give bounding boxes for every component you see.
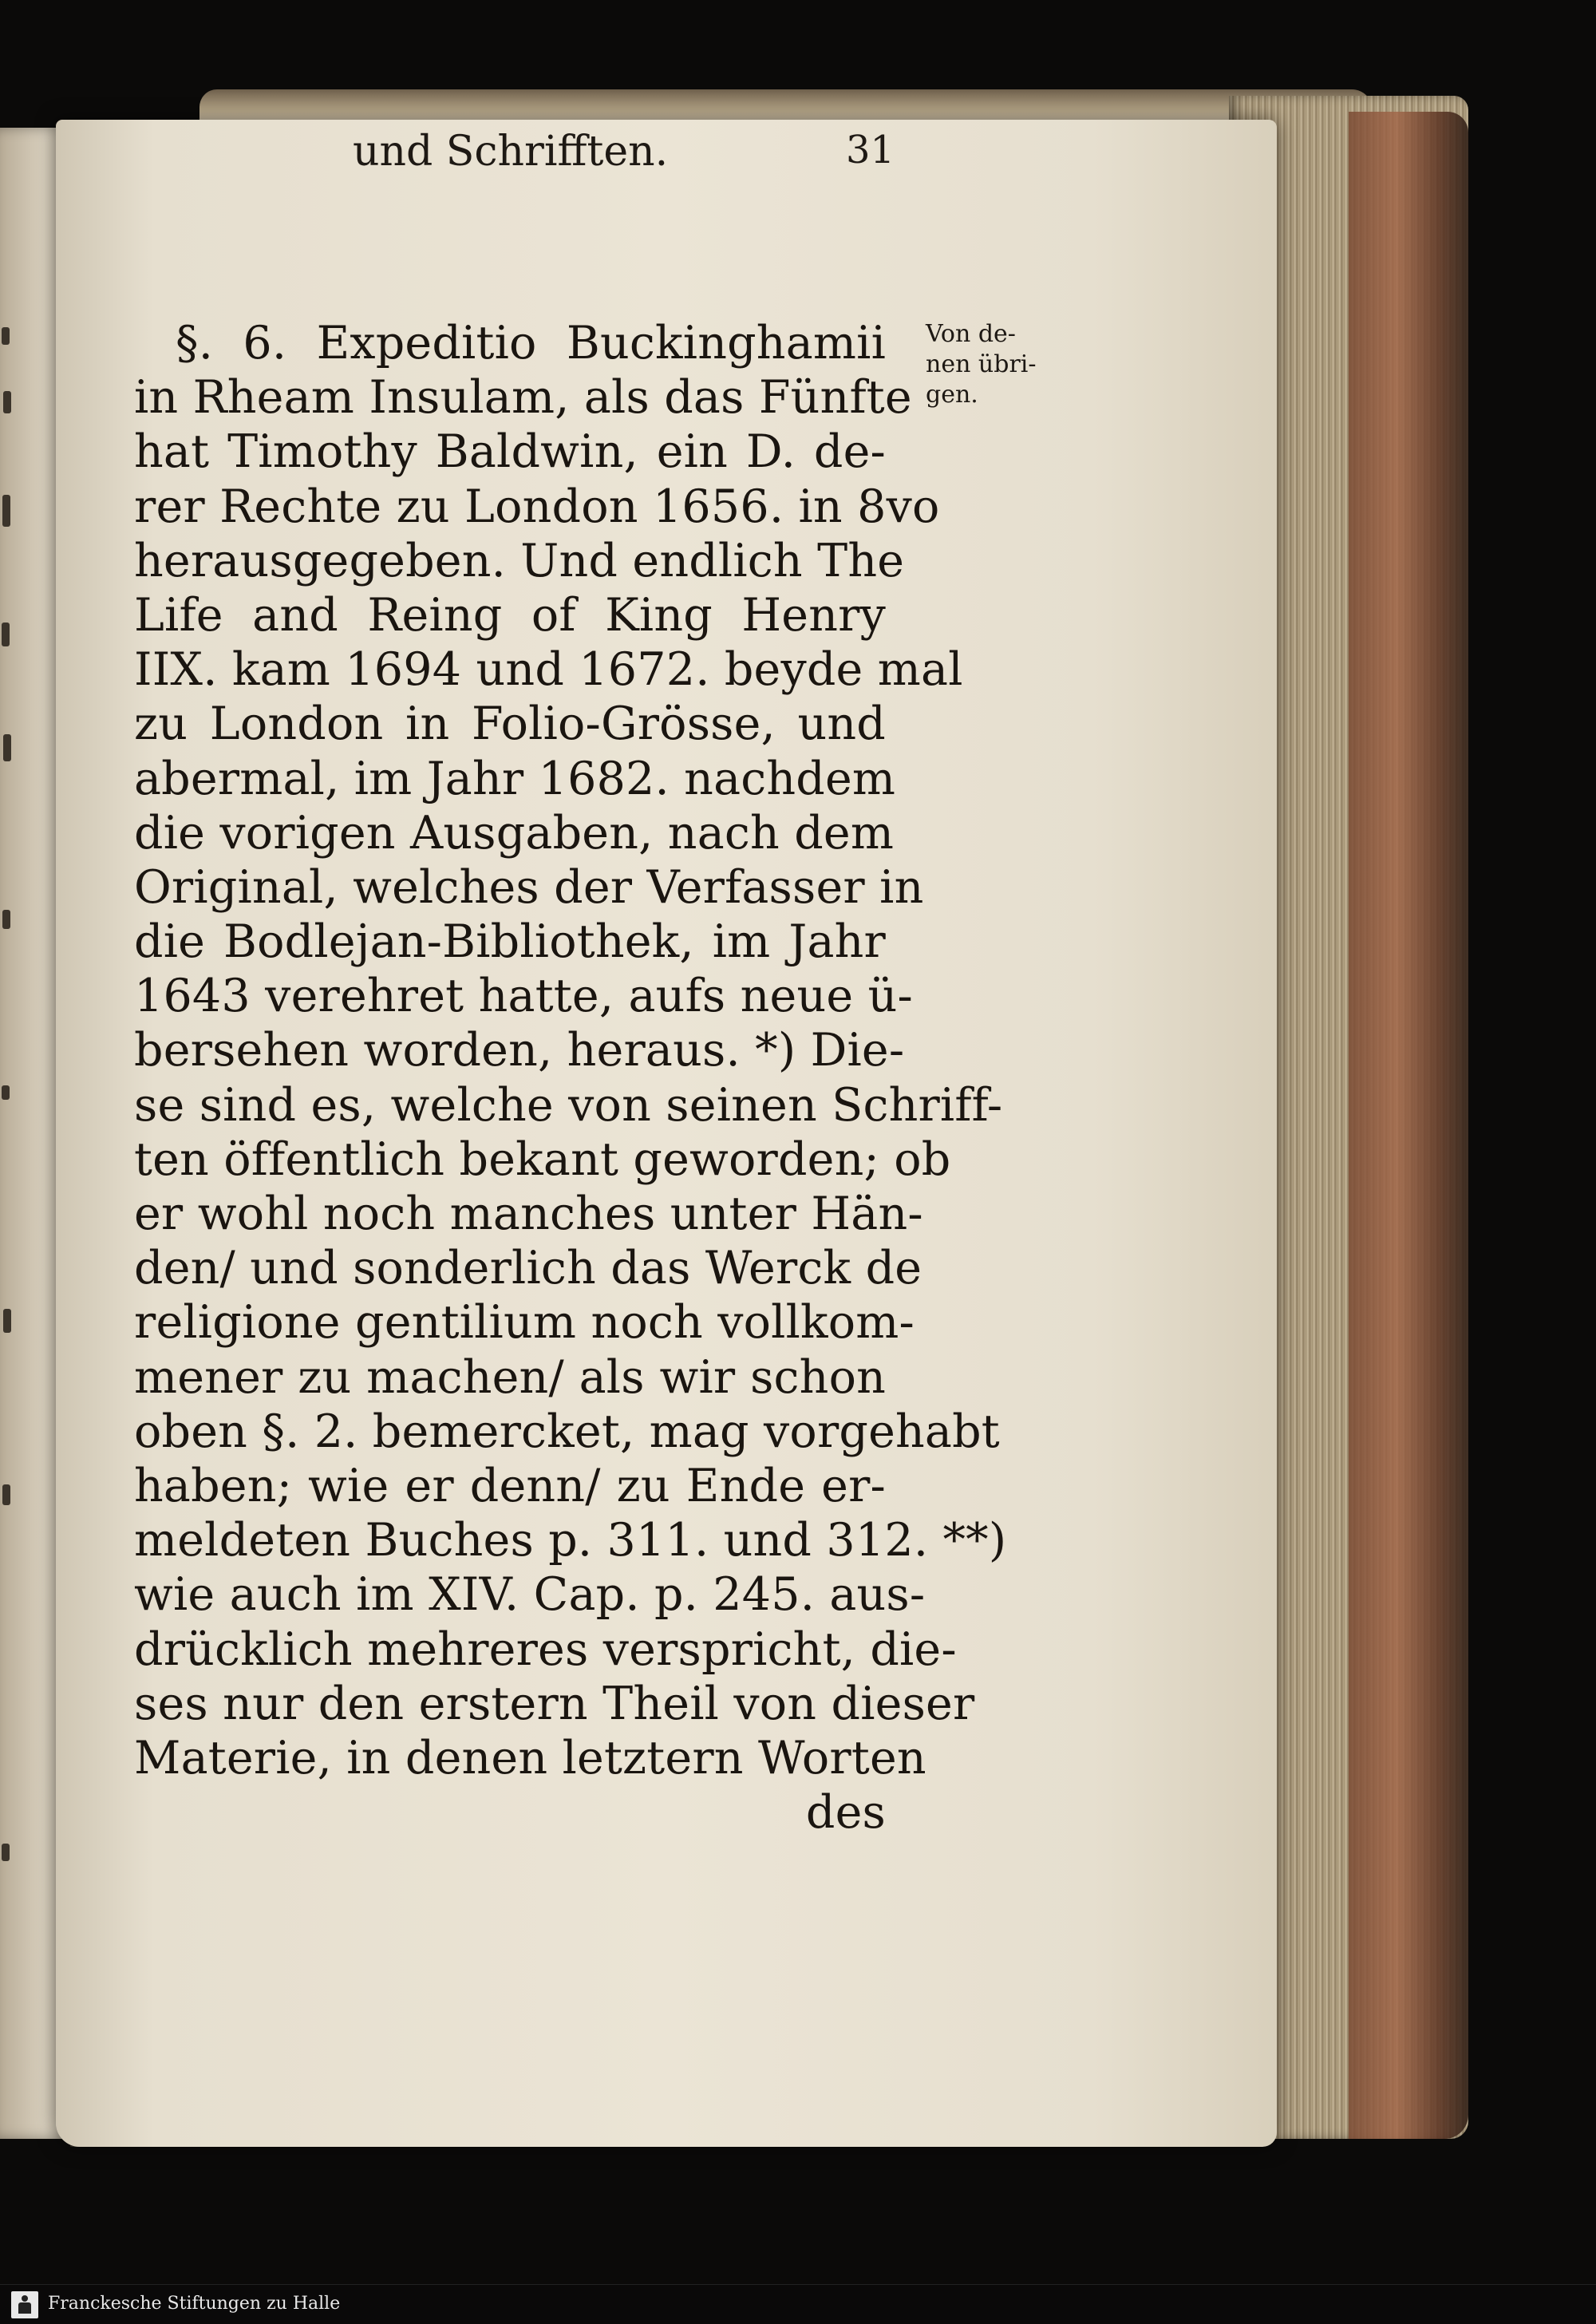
text-line: ses nur den erstern Theil von dieser bbox=[134, 1677, 975, 1730]
page-header bbox=[56, 128, 1277, 192]
text-line: hat Timothy Baldwin, ein D. de- bbox=[134, 425, 886, 479]
text-line: rer Rechte zu London 1656. in 8vo bbox=[134, 480, 940, 533]
text-line: die vorigen Ausgaben, nach dem bbox=[134, 806, 895, 860]
running-head: und Schrifften. bbox=[353, 128, 669, 176]
footer-bar bbox=[0, 2284, 1596, 2324]
text-line: meldeten Buches p. 311. und 312. **) bbox=[134, 1514, 1007, 1567]
text-line: herausgegeben. Und endlich The bbox=[134, 534, 905, 587]
text-line: bersehen worden, heraus. *) Die- bbox=[134, 1024, 905, 1077]
book-cover-edge bbox=[1349, 112, 1468, 2139]
text-line: oben §. 2. bemercket, mag vorgehabt bbox=[134, 1405, 1000, 1458]
text-line: religione gentilium noch vollkom- bbox=[134, 1296, 915, 1350]
text-line: den/ und sonderlich das Werck de bbox=[134, 1242, 922, 1295]
text-line: IIX. kam 1694 und 1672. beyde mal bbox=[134, 643, 963, 697]
marginal-note bbox=[926, 319, 1045, 410]
francke-foundations-logo-icon bbox=[11, 2291, 38, 2318]
text-line: §. 6. Expeditio Buckinghamii bbox=[176, 317, 886, 370]
text-line: Life and Reing of King Henry bbox=[134, 588, 886, 642]
text-line: in Rheam Insulam, als das Fünfte bbox=[134, 371, 912, 425]
text-line: mener zu machen/ als wir schon bbox=[134, 1350, 886, 1404]
page-number: 31 bbox=[846, 128, 895, 172]
marginal-note-line: gen. bbox=[926, 381, 978, 409]
text-line: Materie, in denen letztern Worten bbox=[134, 1731, 926, 1785]
catchword: des bbox=[805, 1786, 886, 1840]
text-line: ten öffentlich bekant geworden; ob bbox=[134, 1132, 951, 1186]
text-line: abermal, im Jahr 1682. nachdem bbox=[134, 752, 896, 805]
institution-name: Franckesche Stiftungen zu Halle bbox=[48, 2294, 341, 2314]
text-line: wie auch im XIV. Cap. p. 245. aus- bbox=[134, 1568, 926, 1622]
text-line: er wohl noch manches unter Hän- bbox=[134, 1188, 923, 1240]
marginal-note-line: Von de- bbox=[926, 320, 1016, 348]
text-line: drücklich mehreres verspricht, die- bbox=[134, 1622, 957, 1676]
text-line: Original, welches der Verfasser in bbox=[134, 860, 924, 914]
text-line: 1643 verehret hatte, aufs neue ü- bbox=[134, 970, 914, 1023]
text-line: zu London in Folio-Grösse, und bbox=[134, 698, 886, 751]
marginal-note-line: nen übri- bbox=[926, 350, 1037, 378]
text-line: haben; wie er denn/ zu Ende er- bbox=[134, 1459, 886, 1512]
text-line: die Bodlejan-Bibliothek, im Jahr bbox=[134, 915, 886, 969]
text-line: se sind es, welche von seinen Schriff- bbox=[134, 1078, 1003, 1132]
